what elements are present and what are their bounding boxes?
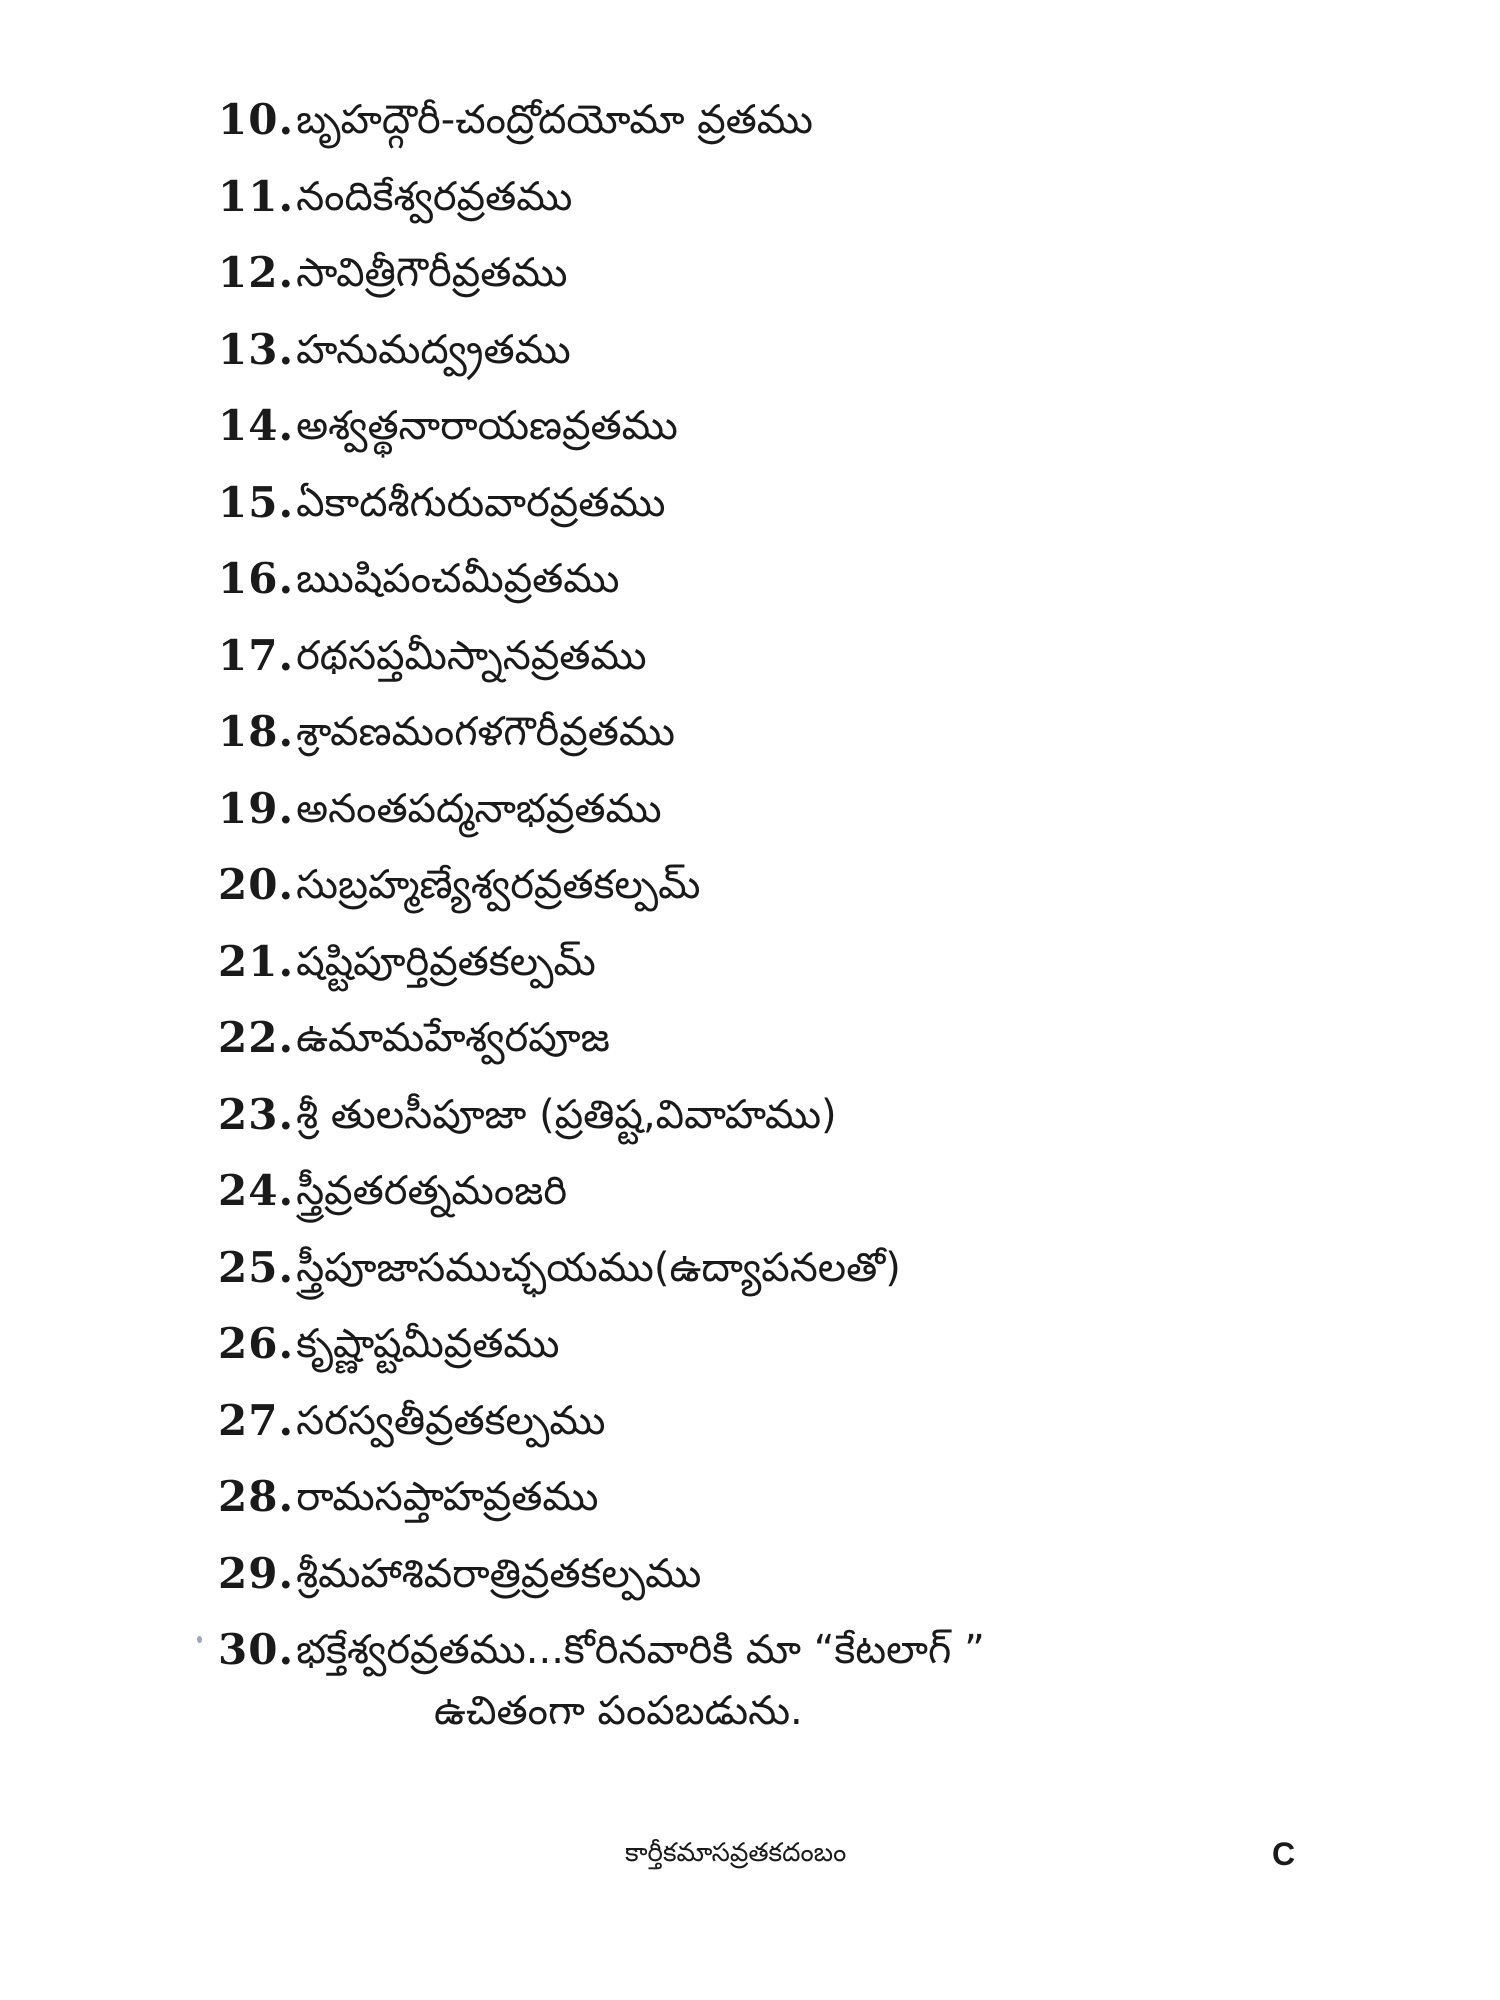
item-number: 22. bbox=[218, 1013, 295, 1063]
list-item bbox=[218, 1000, 1338, 1077]
list-item bbox=[218, 694, 1338, 771]
item-number: 21. bbox=[218, 936, 295, 986]
item-number: 12. bbox=[218, 248, 295, 298]
item-title: సుబ్రహ్మణ్యేశ్వరవ్రతకల్పమ్ bbox=[296, 862, 701, 909]
item-number: 23. bbox=[218, 1089, 295, 1139]
item-number: 11. bbox=[218, 171, 295, 221]
list-item bbox=[218, 541, 1338, 618]
item-number: 13. bbox=[218, 324, 295, 374]
item-title: ఉమామహేశ్వరపూజ bbox=[296, 1015, 610, 1062]
item-title: సావిత్రీగౌరీవ్రతము bbox=[296, 250, 568, 297]
item-title: అశ్వత్థనారాయణవ్రతము bbox=[296, 403, 678, 450]
list-item bbox=[218, 1383, 1338, 1460]
list-item bbox=[218, 924, 1338, 1001]
item-title: శ్రావణమంగళగౌరీవ్రతము bbox=[296, 709, 675, 756]
catalog-note-continuation: ఉచితంగా పంపబడును. bbox=[434, 1688, 803, 1734]
item-title: రథసప్తమీస్నానవ్రతము bbox=[296, 632, 647, 679]
list-item bbox=[218, 1153, 1338, 1230]
item-title: స్త్రీపూజాసముచ్ఛయము(ఉద్యాపనలతో) bbox=[296, 1244, 901, 1291]
item-title: ఋషిపంచమీవ్రతము bbox=[296, 556, 620, 603]
footer-book-title: కార్తీకమాసవ్రతకదంబం bbox=[625, 1838, 847, 1868]
list-item bbox=[218, 1077, 1338, 1154]
item-title: అనంతపద్మనాభవ్రతము bbox=[296, 785, 662, 832]
item-number: 20. bbox=[218, 860, 295, 910]
list-item bbox=[218, 388, 1338, 465]
list-item bbox=[218, 82, 1338, 159]
list-item bbox=[218, 1230, 1338, 1307]
list-item bbox=[218, 1459, 1338, 1536]
list-item bbox=[218, 312, 1338, 389]
item-title: రామసప్తాహవ్రతము bbox=[296, 1474, 599, 1521]
page-mark: C bbox=[1272, 1836, 1296, 1872]
item-title: కృష్ణాష్టమీవ్రతము bbox=[296, 1321, 560, 1368]
item-number: 26. bbox=[218, 1319, 295, 1369]
item-number: 15. bbox=[218, 477, 295, 527]
item-number: 18. bbox=[218, 707, 295, 757]
scan-speck bbox=[197, 1636, 202, 1643]
item-number: 24. bbox=[218, 1166, 295, 1216]
list-item bbox=[218, 235, 1338, 312]
item-number: 17. bbox=[218, 630, 295, 680]
item-title: నందికేశ్వరవ్రతము bbox=[296, 173, 573, 220]
vratam-list bbox=[218, 82, 1338, 1689]
item-title: సరస్వతీవ్రతకల్పము bbox=[296, 1397, 606, 1444]
list-item bbox=[218, 1536, 1338, 1613]
item-title: భక్తేశ్వరవ్రతము...కోరినవారికి మా “కేటలాగ్ ” bbox=[296, 1627, 985, 1674]
item-number: 10. bbox=[218, 95, 295, 145]
list-item bbox=[218, 1612, 1338, 1689]
item-number: 25. bbox=[218, 1242, 295, 1292]
item-number: 19. bbox=[218, 783, 295, 833]
item-number: 14. bbox=[218, 401, 295, 451]
item-title: శ్రీమహాశివరాత్రివ్రతకల్పము bbox=[296, 1550, 702, 1597]
item-title: ఏకాదశీగురువారవ్రతము bbox=[296, 479, 666, 526]
item-number: 28. bbox=[218, 1472, 295, 1522]
list-item bbox=[218, 771, 1338, 848]
list-item bbox=[218, 618, 1338, 695]
item-title: హనుమద్వ్రతము bbox=[296, 326, 571, 373]
item-number: 27. bbox=[218, 1395, 295, 1445]
item-title: బృహద్గౌరీ-చంద్రోదయోమా వ్రతము bbox=[296, 97, 813, 144]
item-title: స్త్రీవ్రతరత్నమంజరి bbox=[296, 1168, 568, 1215]
item-title: షష్టిపూర్తివ్రతకల్పమ్ bbox=[296, 938, 596, 985]
list-item bbox=[218, 465, 1338, 542]
item-number: 29. bbox=[218, 1548, 295, 1598]
item-number: 16. bbox=[218, 554, 295, 604]
list-item bbox=[218, 847, 1338, 924]
list-item bbox=[218, 1306, 1338, 1383]
item-title: శ్రీ తులసీపూజా (ప్రతిష్ట,వివాహము) bbox=[296, 1091, 837, 1138]
list-item bbox=[218, 159, 1338, 236]
item-number: 30. bbox=[218, 1625, 295, 1675]
